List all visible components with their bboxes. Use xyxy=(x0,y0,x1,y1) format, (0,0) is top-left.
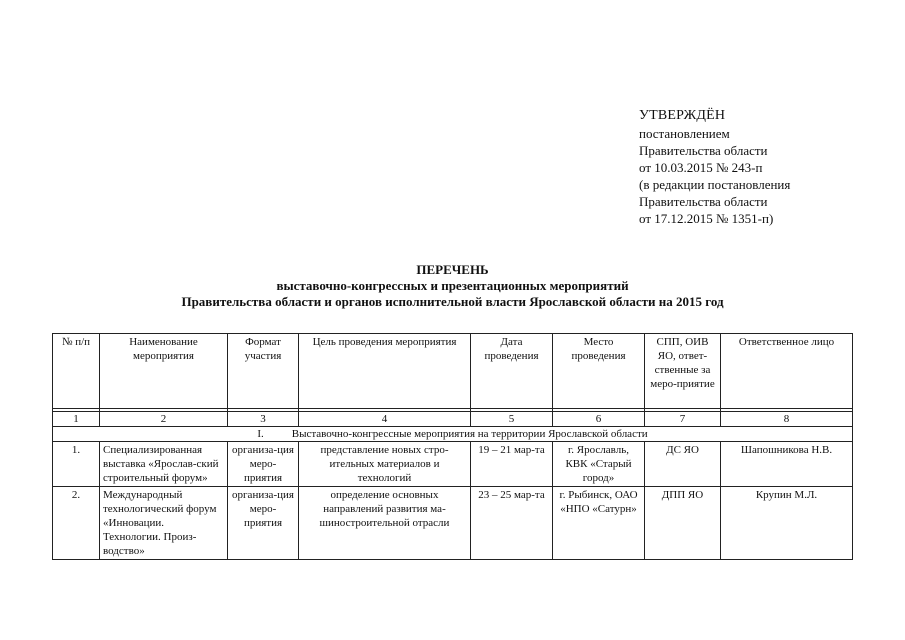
responsible-person: Крупин М.Л. xyxy=(721,487,853,560)
title-line-2: выставочно-конгрессных и презентационных мероприятий xyxy=(276,278,629,293)
section-title: Выставочно-конгрессные мероприятия на территории Ярославской области xyxy=(291,428,648,440)
approval-line: Правительства области xyxy=(639,143,768,158)
column-number: 2 xyxy=(100,412,228,427)
column-number-row xyxy=(53,412,853,427)
approval-line: (в редакции постановления xyxy=(639,177,791,192)
responsible-organization: ДПП ЯО xyxy=(645,487,721,560)
event-date: 23 – 25 мар-та xyxy=(471,487,553,560)
approval-heading: УТВЕРЖДЁН xyxy=(639,108,726,123)
participation-format: организа-ция меро-приятия xyxy=(228,442,299,487)
header-cell-place: Место проведения xyxy=(553,334,645,409)
header-cell-organizers: СПП, ОИВ ЯО, ответ-ственные за меро-приятие xyxy=(645,334,721,409)
responsible-person: Шапошникова Н.В. xyxy=(721,442,853,487)
event-date: 19 – 21 мар-та xyxy=(471,442,553,487)
section-numeral: I. xyxy=(257,428,264,440)
event-place: г. Ярославль, КВК «Старый город» xyxy=(553,442,645,487)
column-number: 8 xyxy=(721,412,853,427)
column-number: 6 xyxy=(553,412,645,427)
header-cell-name: Наименование мероприятия xyxy=(100,334,228,409)
approval-line: от 17.12.2015 № 1351-п) xyxy=(639,211,774,226)
table-row xyxy=(53,442,853,487)
event-name: Специализированная выставка «Ярослав-ский строительный форум» xyxy=(100,442,228,487)
section-row xyxy=(53,427,853,442)
column-number: 3 xyxy=(228,412,299,427)
approval-line: от 10.03.2015 № 243-п xyxy=(639,160,763,175)
title-line-1: ПЕРЕЧЕНЬ xyxy=(416,262,489,277)
row-number: 1. xyxy=(53,442,100,487)
header-cell-person: Ответственное лицо xyxy=(721,334,853,409)
approval-block xyxy=(639,107,889,227)
event-goal: определение основных направлений развития ма-шиностроительной отрасли xyxy=(299,487,471,560)
header-cell-number: № п/п xyxy=(53,334,100,409)
table-row xyxy=(53,487,853,560)
participation-format: организа-ция меро-приятия xyxy=(228,487,299,560)
events-table xyxy=(52,333,853,560)
column-number: 1 xyxy=(53,412,100,427)
header-cell-date: Дата проведения xyxy=(471,334,553,409)
event-goal: представление новых стро-ительных материалов и технологий xyxy=(299,442,471,487)
row-number: 2. xyxy=(53,487,100,560)
event-name: Международный технологический форум «Инновации. Технологии. Произ-водство» xyxy=(100,487,228,560)
approval-line: постановлением xyxy=(639,126,730,141)
column-number: 5 xyxy=(471,412,553,427)
approval-line: Правительства области xyxy=(639,194,768,209)
header-cell-format: Формат участия xyxy=(228,334,299,409)
header-cell-goal: Цель проведения мероприятия xyxy=(299,334,471,409)
section-heading xyxy=(53,427,853,442)
column-number: 4 xyxy=(299,412,471,427)
event-place: г. Рыбинск, ОАО «НПО «Сатурн» xyxy=(553,487,645,560)
document-title xyxy=(0,262,905,310)
table-header-row xyxy=(53,334,853,409)
column-number: 7 xyxy=(645,412,721,427)
responsible-organization: ДС ЯО xyxy=(645,442,721,487)
title-line-3: Правительства области и органов исполнительной власти Ярославской области на 2015 год xyxy=(181,294,724,309)
